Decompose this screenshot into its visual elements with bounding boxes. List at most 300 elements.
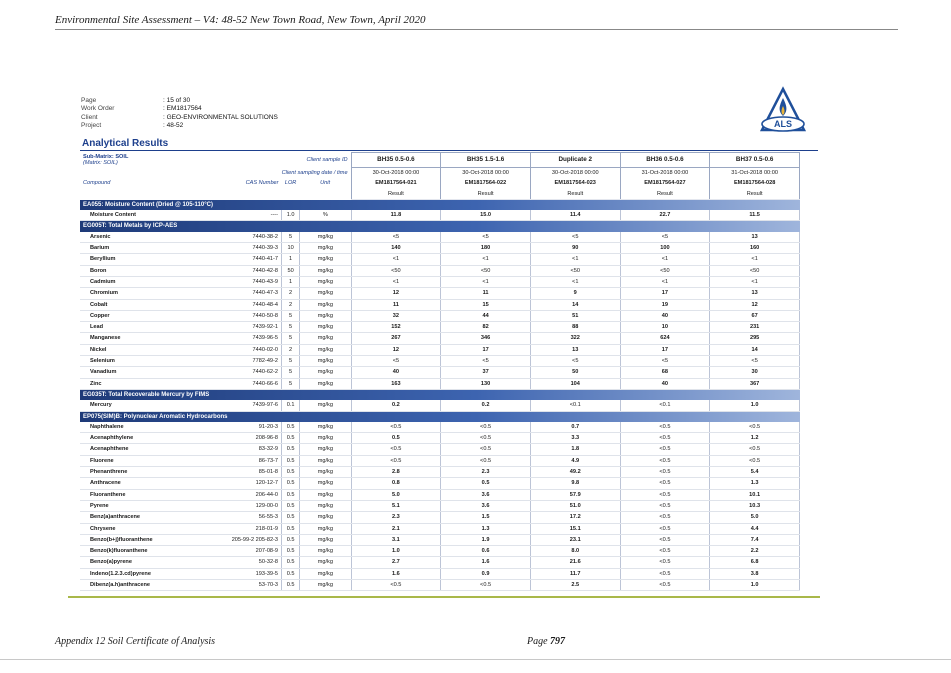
result-value: 1.6 [441, 557, 531, 568]
result-row [80, 433, 800, 444]
lor-value: 0.5 [282, 546, 300, 557]
unit-value: mg/kg [300, 433, 351, 444]
cas-number: 7440-47-3 [171, 288, 282, 299]
meta-row-work-order [81, 105, 278, 113]
cas-number: 91-20-3 [171, 422, 282, 433]
result-value: 0.2 [441, 400, 531, 411]
section-header-row [80, 389, 800, 400]
footer-appendix-label: Appendix 12 Soil Certificate of Analysis [55, 636, 216, 647]
result-value: 15.0 [441, 210, 531, 221]
sampling-date: 30-Oct-2018 00:00 [441, 168, 531, 179]
result-value: 2.3 [351, 512, 441, 523]
result-value: <1 [351, 254, 441, 265]
lab-sample-id: EM1817564-022 [441, 178, 531, 188]
result-value: 3.3 [530, 433, 620, 444]
result-value: <0.5 [710, 444, 800, 455]
result-value: <0.5 [441, 422, 531, 433]
lor-value: 0.5 [282, 455, 300, 466]
result-value: <0.5 [441, 433, 531, 444]
unit-value: mg/kg [300, 322, 351, 333]
document-header: Environmental Site Assessment – V4: 48-52 New Town Road, New Town, April 2020 [55, 14, 426, 26]
als-logo-icon [760, 86, 806, 136]
lor-value: 5 [282, 322, 300, 333]
matrix-label: (Matrix: SOIL) [83, 160, 118, 166]
result-row [80, 557, 800, 568]
meta-key: Client [81, 113, 98, 121]
result-value: <0.5 [351, 422, 441, 433]
result-row [80, 467, 800, 478]
result-row [80, 367, 800, 378]
cas-number: 207-08-9 [171, 546, 282, 557]
result-value: 3.6 [441, 489, 531, 500]
compound-name: Benz(a)anthracene [80, 512, 171, 523]
result-value: 17 [441, 344, 531, 355]
result-value: <0.5 [620, 422, 710, 433]
compound-name: Dibenz(a.h)anthracene [80, 579, 171, 590]
column-header-row [80, 178, 800, 188]
footer-page [527, 636, 565, 647]
result-row [80, 546, 800, 557]
unit-value: mg/kg [300, 333, 351, 344]
compound-name: Nickel [80, 344, 171, 355]
cas-number: 120-12-7 [171, 478, 282, 489]
result-value: <0.5 [441, 455, 531, 466]
meta-value: : 48-52 [163, 121, 184, 129]
result-value: <0.5 [620, 455, 710, 466]
result-value: <0.5 [620, 568, 710, 579]
cas-number: 7439-97-6 [171, 400, 282, 411]
result-value: 15.1 [530, 523, 620, 534]
lor-value: 0.5 [282, 422, 300, 433]
section-title: EA055: Moisture Content (Dried @ 105-110°C) [80, 199, 800, 210]
footer-page-number: 797 [550, 636, 566, 647]
unit-value: mg/kg [300, 276, 351, 287]
result-value: 23.1 [530, 534, 620, 545]
result-row [80, 579, 800, 590]
compound-name: Cadmium [80, 276, 171, 287]
result-value: 0.5 [351, 433, 441, 444]
lor-value: 5 [282, 232, 300, 243]
result-value: <5 [351, 232, 441, 243]
result-value: 130 [441, 378, 531, 389]
result-value: 40 [351, 367, 441, 378]
lab-sample-id: EM1817564-021 [351, 178, 441, 188]
unit-value: mg/kg [300, 455, 351, 466]
result-value: 30 [710, 367, 800, 378]
cas-number: 53-70-3 [171, 579, 282, 590]
sample-id: BH37 0.5-0.6 [710, 153, 800, 168]
result-value: 19 [620, 299, 710, 310]
result-value: 2.2 [710, 546, 800, 557]
lor-value: 0.5 [282, 534, 300, 545]
result-row [80, 356, 800, 367]
compound-name: Pyrene [80, 500, 171, 511]
result-value: 3.1 [351, 534, 441, 545]
result-value: 0.2 [351, 400, 441, 411]
meta-value: : GEO-ENVIRONMENTAL SOLUTIONS [163, 113, 278, 121]
lab-sample-id: EM1817564-027 [620, 178, 710, 188]
result-value: 21.6 [530, 557, 620, 568]
result-value: 13 [710, 232, 800, 243]
unit-value: mg/kg [300, 444, 351, 455]
result-value: 11 [351, 299, 441, 310]
compound-name: Lead [80, 322, 171, 333]
report-meta [81, 97, 278, 130]
compound-name: Arsenic [80, 232, 171, 243]
unit-value: mg/kg [300, 568, 351, 579]
result-value: <5 [441, 356, 531, 367]
footer-divider [68, 596, 820, 598]
cas-number: 50-32-8 [171, 557, 282, 568]
result-row [80, 232, 800, 243]
unit-value: mg/kg [300, 356, 351, 367]
compound-name: Naphthalene [80, 422, 171, 433]
result-value: 1.0 [710, 400, 800, 411]
result-value: 152 [351, 322, 441, 333]
unit-value: mg/kg [300, 478, 351, 489]
result-value: 624 [620, 333, 710, 344]
result-value: 9 [530, 288, 620, 299]
result-value: 68 [620, 367, 710, 378]
unit-value: mg/kg [300, 422, 351, 433]
result-row [80, 512, 800, 523]
lor-value: 0.5 [282, 433, 300, 444]
compound-name: Mercury [80, 400, 171, 411]
result-value: 13 [530, 344, 620, 355]
result-row [80, 288, 800, 299]
cas-number: 7440-43-9 [171, 276, 282, 287]
result-value: <0.5 [620, 534, 710, 545]
result-value: 346 [441, 333, 531, 344]
result-value: <0.5 [441, 579, 531, 590]
unit-value: mg/kg [300, 523, 351, 534]
result-value: <1 [441, 276, 531, 287]
result-value: <5 [351, 356, 441, 367]
result-value: 51 [530, 310, 620, 321]
result-value: 82 [441, 322, 531, 333]
result-value: <0.5 [620, 444, 710, 455]
result-value: 0.6 [441, 546, 531, 557]
unit-value: mg/kg [300, 265, 351, 276]
section-title: EP075(SIM)B: Polynuclear Aromatic Hydrocarbons [80, 411, 800, 422]
client-sample-id-label: Client sample ID [306, 157, 348, 163]
compound-name: Boron [80, 265, 171, 276]
result-value: 12 [351, 344, 441, 355]
result-value: <0.5 [351, 444, 441, 455]
page-edge-line [0, 659, 951, 660]
result-value: <0.5 [351, 579, 441, 590]
lab-sample-id: EM1817564-023 [530, 178, 620, 188]
result-value: 40 [620, 378, 710, 389]
result-value: 322 [530, 333, 620, 344]
result-value: 12 [351, 288, 441, 299]
result-value: 100 [620, 243, 710, 254]
result-value: 14 [710, 344, 800, 355]
result-row [80, 333, 800, 344]
lor-value: 5 [282, 367, 300, 378]
result-value: 88 [530, 322, 620, 333]
section-title: EG035T: Total Recoverable Mercury by FIMS [80, 389, 800, 400]
result-label: Result [620, 189, 710, 200]
unit-value: mg/kg [300, 299, 351, 310]
result-value: 13 [710, 288, 800, 299]
unit-value: mg/kg [300, 367, 351, 378]
result-value: <5 [620, 232, 710, 243]
unit-value: mg/kg [300, 579, 351, 590]
cas-number: 129-00-0 [171, 500, 282, 511]
result-value: <1 [710, 276, 800, 287]
result-row [80, 243, 800, 254]
unit-value: mg/kg [300, 243, 351, 254]
sample-id: BH36 0.5-0.6 [620, 153, 710, 168]
cas-number: 218-01-9 [171, 523, 282, 534]
result-row [80, 523, 800, 534]
result-value: 2.8 [351, 467, 441, 478]
sampling-date-row [80, 168, 800, 179]
compound-name: Cobalt [80, 299, 171, 310]
lor-value: 0.1 [282, 400, 300, 411]
result-value: <0.1 [530, 400, 620, 411]
compound-name: Anthracene [80, 478, 171, 489]
result-value: 5.1 [351, 500, 441, 511]
section-header-row [80, 411, 800, 422]
footer-page-label: Page [527, 636, 548, 647]
result-value: <5 [710, 356, 800, 367]
meta-key: Page [81, 97, 97, 104]
result-value: <5 [530, 232, 620, 243]
meta-key: Work Order [81, 105, 115, 113]
result-value: 40 [620, 310, 710, 321]
result-value: <50 [351, 265, 441, 276]
result-value: 1.5 [441, 512, 531, 523]
result-value: 22.7 [620, 210, 710, 221]
sample-id: Duplicate 2 [530, 153, 620, 168]
cas-number: 7440-66-6 [171, 378, 282, 389]
unit-value: mg/kg [300, 534, 351, 545]
sampling-date: 30-Oct-2018 00:00 [351, 168, 441, 179]
cas-column-header: CAS Number [245, 180, 279, 187]
result-value: 295 [710, 333, 800, 344]
section-title: EG005T: Total Metals by ICP-AES [80, 221, 800, 232]
lab-sample-id: EM1817564-028 [710, 178, 800, 188]
lor-value: 0.5 [282, 444, 300, 455]
cas-number: 7440-62-2 [171, 367, 282, 378]
cas-number: 208-96-8 [171, 433, 282, 444]
result-value: 37 [441, 367, 531, 378]
cas-number: 206-44-0 [171, 489, 282, 500]
result-value: <0.5 [620, 546, 710, 557]
compound-name: Vanadium [80, 367, 171, 378]
compound-name: Copper [80, 310, 171, 321]
result-row [80, 534, 800, 545]
result-value: 0.9 [441, 568, 531, 579]
result-value: <0.5 [710, 455, 800, 466]
result-value: 10.1 [710, 489, 800, 500]
unit-value: mg/kg [300, 310, 351, 321]
result-value: <0.1 [620, 400, 710, 411]
result-value: 51.0 [530, 500, 620, 511]
lor-value: 0.5 [282, 579, 300, 590]
compound-name: Benzo(k)fluoranthene [80, 546, 171, 557]
lor-value: 5 [282, 310, 300, 321]
section-header-row [80, 221, 800, 232]
sub-matrix-label: Sub-Matrix: SOIL [83, 153, 129, 160]
compound-name: Manganese [80, 333, 171, 344]
section-header-row [80, 199, 800, 210]
result-value: <0.5 [620, 489, 710, 500]
result-row [80, 378, 800, 389]
cas-number: 7440-39-3 [171, 243, 282, 254]
lor-value: 2 [282, 288, 300, 299]
result-value: 267 [351, 333, 441, 344]
result-value: 50 [530, 367, 620, 378]
result-value: 367 [710, 378, 800, 389]
result-value: 10 [620, 322, 710, 333]
lor-value: 5 [282, 333, 300, 344]
result-value: 8.0 [530, 546, 620, 557]
result-value: 0.5 [441, 478, 531, 489]
result-value: <1 [351, 276, 441, 287]
result-value: 32 [351, 310, 441, 321]
lor-value: 1.0 [282, 210, 300, 221]
compound-name: Fluorene [80, 455, 171, 466]
result-value: 0.7 [530, 422, 620, 433]
cas-number: 7439-96-5 [171, 333, 282, 344]
result-value: <0.5 [441, 444, 531, 455]
lor-value: 0.5 [282, 512, 300, 523]
result-value: 180 [441, 243, 531, 254]
result-value: <0.5 [620, 557, 710, 568]
result-value: 140 [351, 243, 441, 254]
result-value: <1 [620, 254, 710, 265]
unit-value: mg/kg [300, 557, 351, 568]
sample-id: BH35 1.5-1.6 [441, 153, 531, 168]
lor-value: 1 [282, 276, 300, 287]
result-value: 14 [530, 299, 620, 310]
sampling-date-label: Client sampling date / time [281, 169, 348, 176]
result-value: 90 [530, 243, 620, 254]
result-value: <0.5 [620, 523, 710, 534]
result-value: 5.4 [710, 467, 800, 478]
lor-value: 0.5 [282, 467, 300, 478]
result-value: <0.5 [620, 467, 710, 478]
result-value: 44 [441, 310, 531, 321]
result-value: 231 [710, 322, 800, 333]
compound-name: Benzo(a)pyrene [80, 557, 171, 568]
unit-value: mg/kg [300, 232, 351, 243]
result-value: 1.9 [441, 534, 531, 545]
cas-number: 86-73-7 [171, 455, 282, 466]
compound-name: Indeno(1.2.3.cd)pyrene [80, 568, 171, 579]
meta-row-project [81, 122, 278, 130]
compound-name: Barium [80, 243, 171, 254]
result-value: 160 [710, 243, 800, 254]
meta-value: : 15 of 30 [163, 97, 191, 104]
sampling-date: 31-Oct-2018 00:00 [710, 168, 800, 179]
result-value: 11.5 [710, 210, 800, 221]
result-row [80, 310, 800, 321]
unit-value: mg/kg [300, 546, 351, 557]
result-value: 4.4 [710, 523, 800, 534]
result-row [80, 500, 800, 511]
unit-value: mg/kg [300, 400, 351, 411]
result-value: 11.4 [530, 210, 620, 221]
result-value: 1.0 [351, 546, 441, 557]
compound-name: Fluoranthene [80, 489, 171, 500]
result-value: <50 [441, 265, 531, 276]
lor-value: 50 [282, 265, 300, 276]
result-value: 6.8 [710, 557, 800, 568]
result-value: <0.5 [620, 579, 710, 590]
result-row [80, 444, 800, 455]
result-value: <0.5 [620, 478, 710, 489]
result-row [80, 210, 800, 221]
result-value: 11.8 [351, 210, 441, 221]
unit-value: mg/kg [300, 254, 351, 265]
result-row [80, 478, 800, 489]
result-value: <1 [441, 254, 531, 265]
sampling-date: 31-Oct-2018 00:00 [620, 168, 710, 179]
result-value: <5 [441, 232, 531, 243]
result-row [80, 322, 800, 333]
compound-name: Moisture Content [80, 210, 171, 221]
result-value: 1.0 [710, 579, 800, 590]
cas-number: 83-32-9 [171, 444, 282, 455]
result-value: 1.6 [351, 568, 441, 579]
sample-id-row [80, 153, 800, 168]
result-value: 3.6 [441, 500, 531, 511]
cas-number: 7440-42-8 [171, 265, 282, 276]
result-value: 15 [441, 299, 531, 310]
unit-value: % [300, 210, 351, 221]
result-value: 11 [441, 288, 531, 299]
lor-value: 0.5 [282, 523, 300, 534]
result-row [80, 489, 800, 500]
result-value: 17 [620, 344, 710, 355]
result-value: <5 [530, 356, 620, 367]
cas-number: 7440-41-7 [171, 254, 282, 265]
result-row [80, 254, 800, 265]
result-value: <0.5 [620, 512, 710, 523]
result-value: 5.0 [710, 512, 800, 523]
unit-value: mg/kg [300, 467, 351, 478]
meta-row-page [81, 97, 278, 105]
result-label: Result [351, 189, 441, 200]
result-value: 2.1 [351, 523, 441, 534]
result-row [80, 276, 800, 287]
result-label: Result [530, 189, 620, 200]
result-value: 57.9 [530, 489, 620, 500]
unit-value: mg/kg [300, 512, 351, 523]
results-table [80, 152, 800, 591]
compound-name: Chromium [80, 288, 171, 299]
unit-value: mg/kg [300, 344, 351, 355]
compound-column-header: Compound [83, 180, 111, 187]
result-value: 4.9 [530, 455, 620, 466]
result-value: <0.5 [620, 433, 710, 444]
cas-number: 7440-48-4 [171, 299, 282, 310]
result-value: <0.5 [351, 455, 441, 466]
result-value: 1.2 [710, 433, 800, 444]
result-row [80, 455, 800, 466]
result-value: 9.8 [530, 478, 620, 489]
page-title: Analytical Results [82, 138, 169, 149]
compound-name: Zinc [80, 378, 171, 389]
result-value: <0.5 [710, 422, 800, 433]
cas-number: 85-01-8 [171, 467, 282, 478]
lor-value: 0.5 [282, 500, 300, 511]
lor-value: 0.5 [282, 478, 300, 489]
